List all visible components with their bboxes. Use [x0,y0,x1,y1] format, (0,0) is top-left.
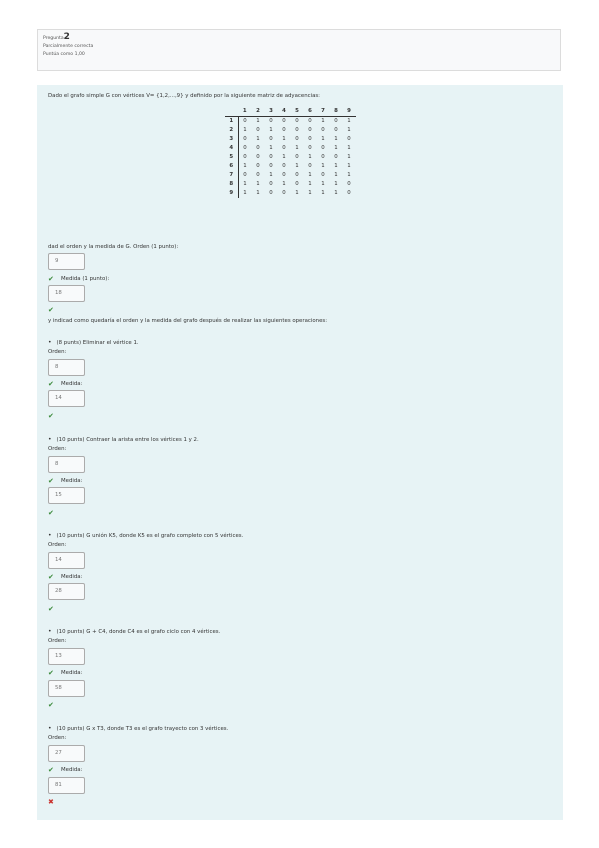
matrix-cell: 0 [321,145,325,151]
matrix-cell: 1 [295,190,299,196]
matrix-col-header: 7 [317,107,330,117]
matrix-col-header: 9 [343,107,356,117]
matrix-cell: 1 [243,127,247,133]
operation-5-text: • (10 punts) G x T3, donde T3 es el grafo trayecto con 3 vértices. [48,725,228,732]
matrix-cell: 0 [347,136,351,142]
question-score: Puntúa como 1,00 [43,52,85,57]
size-prompt: Medida (1 punto): [61,276,110,282]
operation-4-size-label: Medida: [61,670,83,676]
matrix-cell: 0 [269,136,273,142]
operation-3-size-label: Medida: [61,574,83,580]
question-status: Parcialmente correcta [43,44,94,49]
matrix-col-header: 2 [252,107,265,117]
matrix-row [225,180,356,189]
question-content [37,85,563,820]
operation-2-size-label: Medida: [61,478,83,484]
matrix-cell: 1 [282,154,286,160]
matrix-col-header: 8 [330,107,343,117]
order-answer-field[interactable]: 9 [48,253,85,270]
operation-2-order-label: Orden: [48,446,67,452]
operation-1-size-field[interactable]: 14 [48,390,85,407]
matrix-cell: 1 [347,127,351,133]
check-icon: ✔ [48,306,54,314]
matrix-cell: 1 [334,181,338,187]
matrix-cell: 1 [256,181,260,187]
matrix-cell: 0 [295,181,299,187]
operation-1-text: • (8 punts) Eliminar el vértice 1. [48,339,139,346]
matrix-cell: 0 [256,154,260,160]
matrix-cell: 1 [334,172,338,178]
matrix-row-header: 3 [225,135,238,144]
matrix-cell: 1 [347,145,351,151]
matrix-cell: 1 [256,136,260,142]
check-icon: ✔ [48,605,54,613]
matrix-row-header: 7 [225,171,238,180]
matrix-cell: 0 [295,127,299,133]
matrix-cell: 0 [282,190,286,196]
matrix-row-header: 2 [225,126,238,135]
matrix-row-header: 5 [225,153,238,162]
matrix-cell: 0 [243,145,247,151]
check-icon: ✔ [48,701,54,709]
check-icon: ✔ [48,669,54,677]
operations-intro: y indicad como quedaría el orden y la medida del grafo después de realizar las siguientes operaciones: [48,318,328,324]
matrix-cell: 0 [243,136,247,142]
operation-4-order-label: Orden: [48,638,67,644]
matrix-row-header: 6 [225,162,238,171]
matrix-row [225,117,356,127]
operation-2-order-field[interactable]: 8 [48,456,85,473]
matrix-cell: 1 [256,118,260,124]
matrix-cell: 0 [256,145,260,151]
matrix-row-header: 8 [225,180,238,189]
operation-5-size-field[interactable]: 81 [48,777,85,794]
question-info-panel [37,29,561,71]
matrix-cell: 0 [269,181,273,187]
matrix-cell: 0 [269,154,273,160]
matrix-cell: 1 [295,163,299,169]
operation-3-size-field[interactable]: 28 [48,583,85,600]
operation-1-order-label: Orden: [48,349,67,355]
check-icon: ✔ [48,275,54,283]
check-icon: ✔ [48,509,54,517]
question-number-row [43,33,560,43]
size-answer-field[interactable]: 18 [48,285,85,302]
matrix-cell: 1 [321,181,325,187]
matrix-row [225,135,356,144]
operation-5-order-field[interactable]: 27 [48,745,85,762]
matrix-col-header: 1 [238,107,252,117]
matrix-cell: 1 [321,118,325,124]
matrix-col-header: 5 [291,107,304,117]
matrix-cell: 1 [334,190,338,196]
matrix-cell: 1 [269,172,273,178]
matrix-cell: 1 [308,154,312,160]
matrix-row [225,162,356,171]
check-icon: ✔ [48,380,54,388]
matrix-cell: 0 [321,154,325,160]
order-prompt: dad el orden y la medida de G. Orden (1 punto): [48,244,179,250]
matrix-cell: 0 [243,172,247,178]
matrix-cell: 0 [308,127,312,133]
matrix-row [225,126,356,135]
matrix-cell: 0 [295,136,299,142]
operation-5-order-label: Orden: [48,735,67,741]
matrix-cell: 0 [243,154,247,160]
check-icon: ✔ [48,573,54,581]
matrix-cell: 0 [282,127,286,133]
matrix-cell: 1 [347,163,351,169]
matrix-cell: 0 [321,172,325,178]
matrix-cell: 1 [256,190,260,196]
matrix-col-header: 6 [304,107,317,117]
matrix-row-header: 1 [225,117,238,127]
check-icon: ✔ [48,477,54,485]
matrix-cell: 1 [243,190,247,196]
operation-4-text: • (10 punts) G + C4, donde C4 es el grafo ciclo con 4 vértices. [48,628,220,635]
operation-2-size-field[interactable]: 15 [48,487,85,504]
matrix-cell: 0 [321,127,325,133]
matrix-cell: 1 [243,181,247,187]
operation-4-order-field[interactable]: 13 [48,648,85,665]
check-icon: ✔ [48,412,54,420]
matrix-row [225,189,356,198]
matrix-cell: 0 [269,163,273,169]
matrix-cell: 1 [308,190,312,196]
matrix-cell: 0 [256,163,260,169]
matrix-cell: 0 [295,154,299,160]
matrix-cell: 0 [282,145,286,151]
matrix-col-header: 4 [278,107,291,117]
operation-3-text: • (10 punts) G unión K5, donde K5 es el grafo completo con 5 vértices. [48,532,243,539]
matrix-cell: 0 [308,136,312,142]
matrix-cell: 1 [269,127,273,133]
matrix-cell: 1 [243,163,247,169]
matrix-cell: 0 [282,118,286,124]
matrix-header-row [225,107,356,117]
matrix-row [225,144,356,153]
matrix-row-header: 9 [225,189,238,198]
operation-3-order-field[interactable]: 14 [48,552,85,569]
matrix-col-header: 3 [265,107,278,117]
matrix-cell: 1 [321,190,325,196]
matrix-cell: 1 [347,172,351,178]
operation-3-order-label: Orden: [48,542,67,548]
operation-5-size-label: Medida: [61,767,83,773]
matrix-cell: 0 [347,190,351,196]
matrix-cell: 0 [256,127,260,133]
operation-1-size-label: Medida: [61,381,83,387]
matrix-cell: 1 [282,181,286,187]
matrix-cell: 0 [295,172,299,178]
matrix-cell: 0 [243,118,247,124]
matrix-row-header: 4 [225,144,238,153]
question-label: Pregunta [43,36,64,41]
matrix-row [225,171,356,180]
matrix-cell: 1 [321,163,325,169]
matrix-cell: 1 [347,118,351,124]
matrix-cell: 0 [347,181,351,187]
matrix-cell: 0 [282,163,286,169]
matrix-cell: 0 [334,127,338,133]
adjacency-matrix [225,107,356,198]
matrix-cell: 1 [334,136,338,142]
matrix-cell: 0 [282,172,286,178]
matrix-cell: 1 [269,145,273,151]
cross-icon: ✖ [48,798,54,806]
operation-2-text: • (10 punts) Contraer la arista entre los vértices 1 y 2. [48,436,199,443]
matrix-cell: 1 [282,136,286,142]
matrix-cell: 0 [256,172,260,178]
matrix-cell: 0 [308,163,312,169]
matrix-cell: 1 [295,145,299,151]
matrix-cell: 0 [269,190,273,196]
matrix-cell: 0 [308,118,312,124]
matrix-cell: 1 [308,172,312,178]
matrix-cell: 0 [269,118,273,124]
matrix-cell: 1 [347,154,351,160]
question-number: 2 [63,32,70,42]
matrix-corner [225,107,238,117]
matrix-cell: 0 [295,118,299,124]
matrix-cell: 1 [321,136,325,142]
question-intro: Dado el grafo simple G con vértices V= {1,2,...,9} y definido por la siguiente matriz de adyacencias: [48,93,321,99]
matrix-cell: 1 [308,181,312,187]
matrix-row [225,153,356,162]
check-icon: ✔ [48,766,54,774]
matrix-cell: 1 [334,163,338,169]
matrix-cell: 0 [308,145,312,151]
matrix-cell: 0 [334,118,338,124]
operation-4-size-field[interactable]: 58 [48,680,85,697]
operation-1-order-field[interactable]: 8 [48,359,85,376]
matrix-cell: 0 [334,154,338,160]
matrix-cell: 1 [334,145,338,151]
